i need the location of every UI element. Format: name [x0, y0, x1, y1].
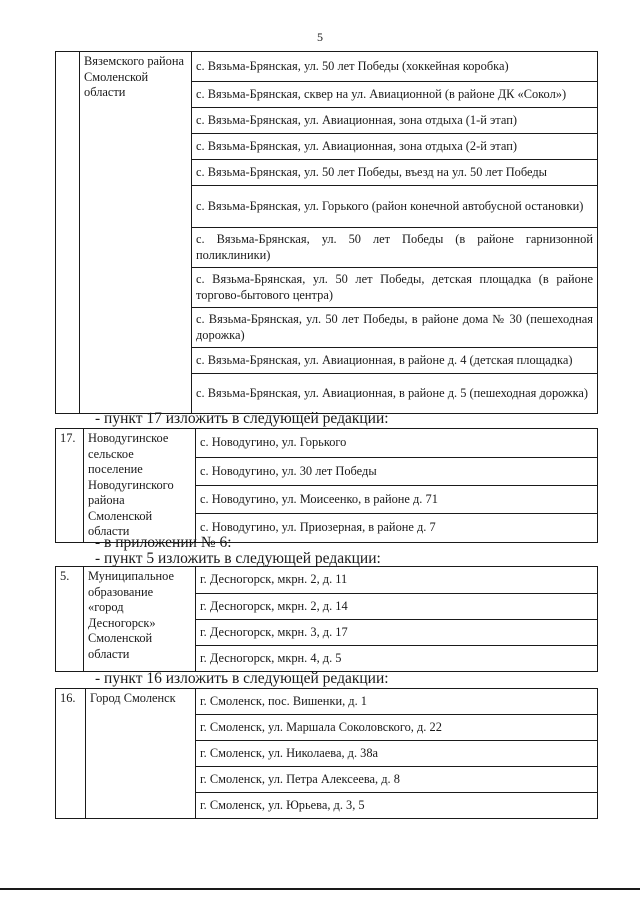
address-cell: г. Смоленск, ул. Юрьева, д. 3, 5: [196, 793, 598, 819]
address-cell: с. Вязьма-Брянская, ул. Авиационная, в районе д. 5 (пешеходная дорожка): [192, 374, 598, 414]
address-cell: с. Новодугино, ул. 30 лет Победы: [196, 458, 598, 486]
address-cell: с. Вязьма-Брянская, ул. 50 лет Победы, в районе дома № 30 (пешеходная дорожка): [192, 308, 598, 348]
footer-divider: [0, 888, 640, 890]
municipality-cell: Вяземского района Смоленской области: [80, 52, 192, 414]
note-punkt-17: - пункт 17 изложить в следующей редакции:: [95, 410, 389, 427]
address-cell: с. Новодугино, ул. Горького: [196, 429, 598, 458]
table-novodugino: [55, 428, 598, 543]
address-cell: с. Вязьма-Брянская, сквер на ул. Авиационной (в районе ДК «Сокол»): [192, 82, 598, 108]
address-cell: г. Смоленск, пос. Вишенки, д. 1: [196, 689, 598, 715]
municipality-cell: Новодугинское сельское поселение Новодугинского района Смоленской области: [84, 429, 196, 543]
address-cell: г. Десногорск, мкрн. 2, д. 11: [196, 567, 598, 594]
municipality-cell: Город Смоленск: [86, 689, 196, 819]
address-cell: с. Новодугино, ул. Приозерная, в районе д. 7: [196, 514, 598, 542]
note-punkt-5: - пункт 5 изложить в следующей редакции:: [95, 550, 381, 567]
address-cell: с. Вязьма-Брянская, ул. 50 лет Победы, детская площадка (в районе торгово-бытового центра): [192, 268, 598, 308]
number-cell: 16.: [56, 689, 86, 819]
number-cell: [56, 52, 80, 414]
number-cell: 5.: [56, 567, 84, 672]
address-cell: г. Смоленск, ул. Петра Алексеева, д. 8: [196, 767, 598, 793]
address-cell: г. Смоленск, ул. Маршала Соколовского, д. 22: [196, 715, 598, 741]
table-smolensk: [55, 688, 598, 819]
number-cell: 17.: [56, 429, 84, 543]
address-cell: с. Вязьма-Брянская, ул. 50 лет Победы, въезд на ул. 50 лет Победы: [192, 160, 598, 186]
municipality-cell: Муниципальное образование «город Десногорск» Смоленской области: [84, 567, 196, 672]
table-row: [56, 429, 598, 458]
address-cell: с. Вязьма-Брянская, ул. Авиационная, зона отдыха (2-й этап): [192, 134, 598, 160]
note-punkt-16: - пункт 16 изложить в следующей редакции:: [95, 670, 389, 687]
table-desnogorsk: [55, 566, 598, 672]
address-cell: с. Вязьма-Брянская, ул. Горького (район конечной автобусной остановки): [192, 186, 598, 228]
note-appendix-6: - в приложении № 6:: [95, 534, 232, 551]
table-row: [56, 52, 598, 82]
address-cell: г. Десногорск, мкрн. 2, д. 14: [196, 594, 598, 620]
table-row: [56, 689, 598, 715]
address-cell: г. Смоленск, ул. Николаева, д. 38а: [196, 741, 598, 767]
address-cell: с. Новодугино, ул. Моисеенко, в районе д. 71: [196, 486, 598, 514]
address-cell: г. Десногорск, мкрн. 4, д. 5: [196, 646, 598, 672]
table-row: [56, 567, 598, 594]
address-cell: с. Вязьма-Брянская, ул. Авиационная, в районе д. 4 (детская площадка): [192, 348, 598, 374]
address-cell: с. Вязьма-Брянская, ул. 50 лет Победы (в районе гарнизонной поликлиники): [192, 228, 598, 268]
page-number: 5: [317, 30, 323, 44]
table-vyazemsky: [55, 51, 598, 414]
address-cell: г. Десногорск, мкрн. 3, д. 17: [196, 620, 598, 646]
address-cell: с. Вязьма-Брянская, ул. 50 лет Победы (хоккейная коробка): [192, 52, 598, 82]
address-cell: с. Вязьма-Брянская, ул. Авиационная, зона отдыха (1-й этап): [192, 108, 598, 134]
